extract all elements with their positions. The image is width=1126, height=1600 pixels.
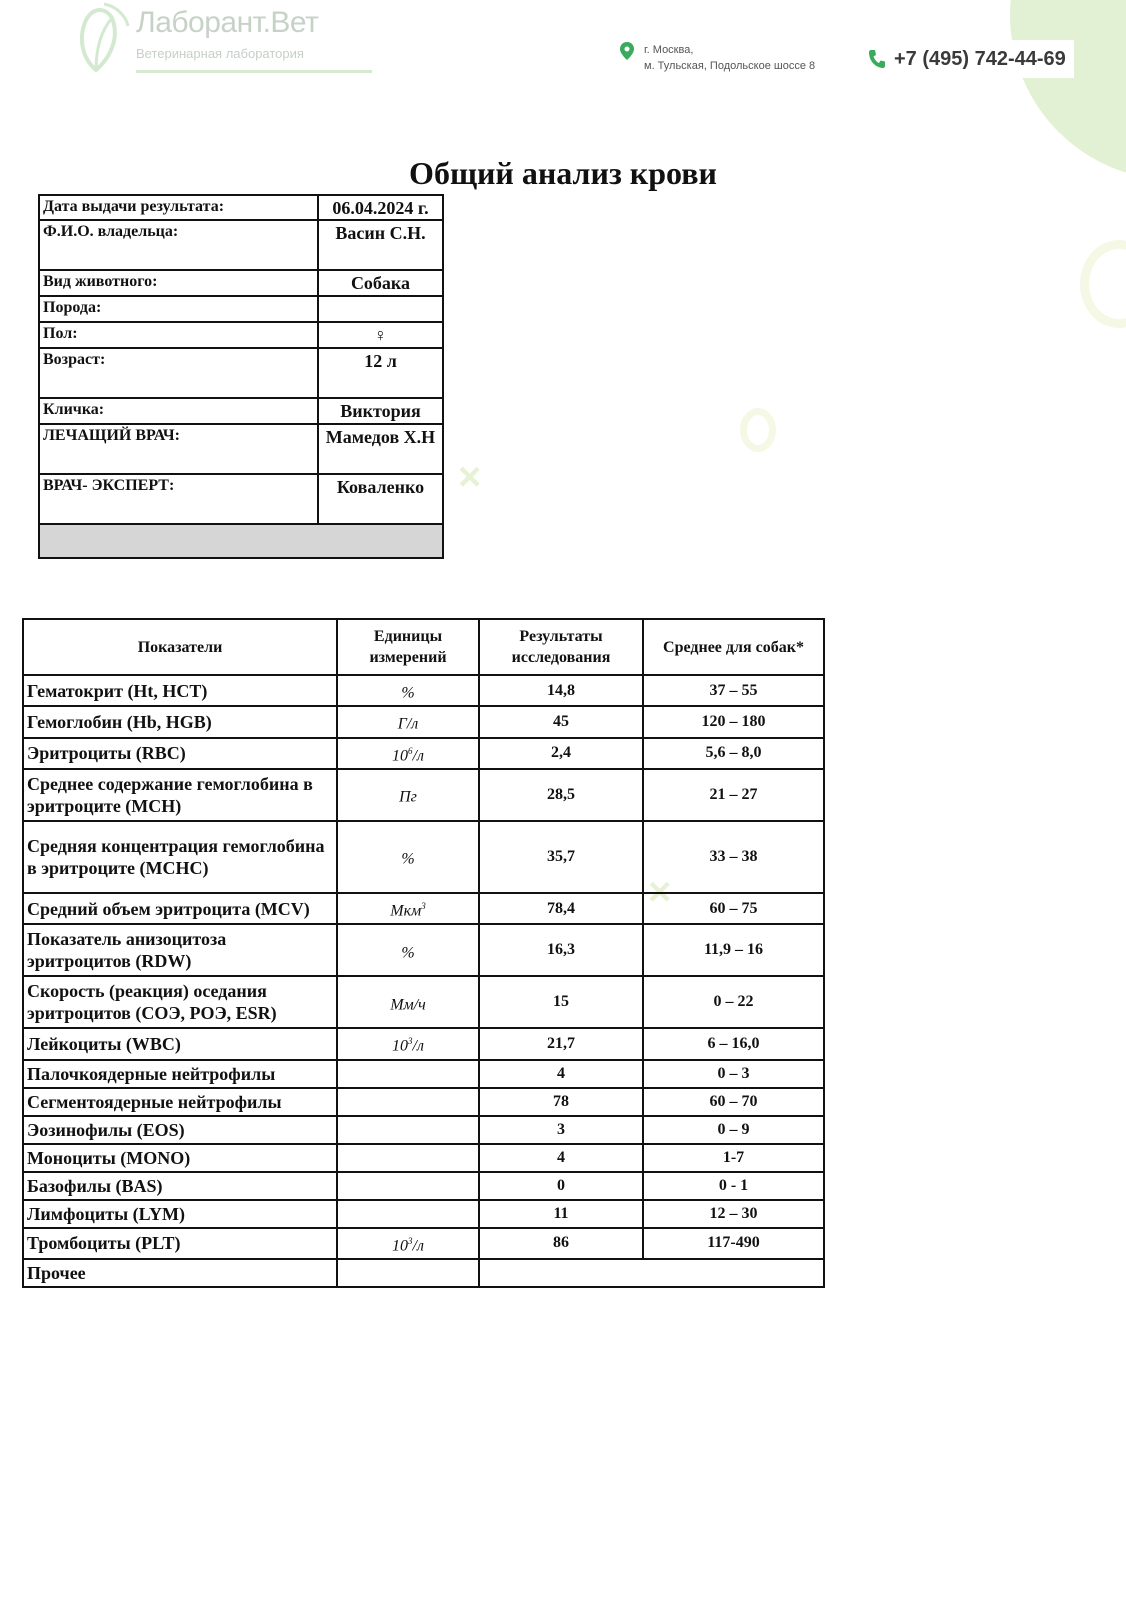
indicator-name: Прочее xyxy=(23,1259,337,1287)
result-row xyxy=(23,769,824,821)
reference-range: 0 – 9 xyxy=(643,1116,824,1144)
info-label: Вид животного: xyxy=(39,270,318,296)
result-value: 78,4 xyxy=(479,893,643,924)
indicator-unit xyxy=(337,1060,479,1088)
decorative-cross: × xyxy=(648,870,672,914)
result-row xyxy=(23,924,824,976)
reference-range: 33 – 38 xyxy=(643,821,824,893)
blood-results-table xyxy=(22,618,825,1288)
unit-base: % xyxy=(401,850,415,868)
indicator-unit xyxy=(337,675,479,706)
reference-range: 0 – 22 xyxy=(643,976,824,1028)
reference-range: 0 – 3 xyxy=(643,1060,824,1088)
indicator-unit xyxy=(337,1172,479,1200)
reference-range: 37 – 55 xyxy=(643,675,824,706)
indicator-unit xyxy=(337,893,479,924)
info-value xyxy=(318,296,443,322)
logo-leaf-icon xyxy=(76,2,132,74)
indicator-name: Лимфоциты (LYM) xyxy=(23,1200,337,1228)
info-value: 06.04.2024 г. xyxy=(318,195,443,220)
unit-exponent: 6 xyxy=(408,745,413,756)
indicator-unit xyxy=(337,769,479,821)
unit-exponent: 3 xyxy=(408,1235,413,1246)
indicator-unit xyxy=(337,1200,479,1228)
phone-block[interactable] xyxy=(860,40,1074,78)
result-row xyxy=(23,821,824,893)
info-row xyxy=(39,220,443,270)
indicator-unit xyxy=(337,1259,479,1287)
indicator-unit xyxy=(337,1088,479,1116)
result-row xyxy=(23,1060,824,1088)
result-value: 28,5 xyxy=(479,769,643,821)
indicator-unit xyxy=(337,1028,479,1059)
unit-base: Мкм xyxy=(390,902,422,920)
result-value: 16,3 xyxy=(479,924,643,976)
info-row xyxy=(39,348,443,398)
indicator-name: Среднее содержание гемоглобина в эритроците (MCH) xyxy=(23,769,337,821)
result-row xyxy=(23,1088,824,1116)
indicator-name: Палочкоядерные нейтрофилы xyxy=(23,1060,337,1088)
reference-range: 21 – 27 xyxy=(643,769,824,821)
location-pin-icon xyxy=(620,42,634,60)
reference-range: 60 – 75 xyxy=(643,893,824,924)
indicator-name: Средний объем эритроцита (MCV) xyxy=(23,893,337,924)
indicator-name: Показатель анизоцитоза эритроцитов (RDW) xyxy=(23,924,337,976)
unit-base: 10 xyxy=(392,1037,409,1055)
result-row xyxy=(23,738,824,769)
unit-suffix: /л xyxy=(412,746,424,764)
info-label: Дата выдачи результата: xyxy=(39,195,318,220)
result-row xyxy=(23,1144,824,1172)
info-value: Мамедов Х.Н xyxy=(318,424,443,474)
phone-number[interactable]: +7 (495) 742-44-69 xyxy=(894,47,1066,70)
info-label: Возраст: xyxy=(39,348,318,398)
indicator-unit xyxy=(337,738,479,769)
unit-base: % xyxy=(401,943,415,961)
indicator-name: Скорость (реакция) оседания эритроцитов (СОЭ, РОЭ, ESR) xyxy=(23,976,337,1028)
address-street: м. Тульская, Подольское шоссе 8 xyxy=(644,60,816,72)
column-header-norm: Среднее для собак* xyxy=(643,619,824,675)
other-notes-cell xyxy=(479,1259,824,1287)
reference-range: 117-490 xyxy=(643,1228,824,1259)
result-row xyxy=(23,1200,824,1228)
indicator-name: Базофилы (BAS) xyxy=(23,1172,337,1200)
reference-range: 12 – 30 xyxy=(643,1200,824,1228)
info-row xyxy=(39,398,443,424)
result-value: 78 xyxy=(479,1088,643,1116)
result-value: 14,8 xyxy=(479,675,643,706)
result-value: 2,4 xyxy=(479,738,643,769)
reference-range: 120 – 180 xyxy=(643,706,824,737)
reference-range: 5,6 – 8,0 xyxy=(643,738,824,769)
unit-base: 10 xyxy=(392,746,409,764)
reference-range: 11,9 – 16 xyxy=(643,924,824,976)
info-row xyxy=(39,424,443,474)
info-row xyxy=(39,474,443,524)
logo-name: Лаборант.Вет xyxy=(136,6,319,39)
result-row xyxy=(23,976,824,1028)
results-header-row xyxy=(23,619,824,675)
indicator-unit xyxy=(337,1116,479,1144)
info-row xyxy=(39,322,443,348)
unit-exponent: 3 xyxy=(421,900,426,911)
indicator-name: Эозинофилы (EOS) xyxy=(23,1116,337,1144)
result-row xyxy=(23,1116,824,1144)
info-label: Пол: xyxy=(39,322,318,348)
info-label: ВРАЧ- ЭКСПЕРТ: xyxy=(39,474,318,524)
indicator-name: Эритроциты (RBC) xyxy=(23,738,337,769)
indicator-name: Моноциты (MONO) xyxy=(23,1144,337,1172)
indicator-name: Гемоглобин (Hb, HGB) xyxy=(23,706,337,737)
info-value: Коваленко xyxy=(318,474,443,524)
indicator-unit xyxy=(337,821,479,893)
page-title: Общий анализ крови xyxy=(409,155,717,191)
indicator-name: Сегментоядерные нейтрофилы xyxy=(23,1088,337,1116)
indicator-unit xyxy=(337,1144,479,1172)
result-value: 0 xyxy=(479,1172,643,1200)
phone-icon xyxy=(868,49,886,69)
info-value: 12 л xyxy=(318,348,443,398)
unit-suffix: /л xyxy=(412,1236,424,1254)
info-value: Собака xyxy=(318,270,443,296)
result-value: 4 xyxy=(479,1060,643,1088)
info-value: Виктория xyxy=(318,398,443,424)
result-value: 21,7 xyxy=(479,1028,643,1059)
result-row xyxy=(23,675,824,706)
result-value: 35,7 xyxy=(479,821,643,893)
result-row xyxy=(23,706,824,737)
unit-base: Г/л xyxy=(397,715,419,733)
result-value: 4 xyxy=(479,1144,643,1172)
unit-suffix: /л xyxy=(412,1037,424,1055)
result-row xyxy=(23,1172,824,1200)
info-row xyxy=(39,296,443,322)
unit-base: Мм/ч xyxy=(390,995,426,1013)
result-row xyxy=(23,1028,824,1059)
result-row xyxy=(23,893,824,924)
column-header-indicator: Показатели xyxy=(23,619,337,675)
unit-base: % xyxy=(401,684,415,702)
unit-base: 10 xyxy=(392,1236,409,1254)
info-row xyxy=(39,195,443,220)
logo-subtitle: Ветеринарная лаборатория xyxy=(136,46,304,61)
unit-base: Пг xyxy=(399,788,417,806)
lab-logo[interactable] xyxy=(76,2,319,74)
reference-range: 0 - 1 xyxy=(643,1172,824,1200)
info-label: Ф.И.О. владельца: xyxy=(39,220,318,270)
result-value: 11 xyxy=(479,1200,643,1228)
info-footer-cell xyxy=(39,524,443,558)
result-value: 45 xyxy=(479,706,643,737)
indicator-name: Тромбоциты (PLT) xyxy=(23,1228,337,1259)
info-footer-row xyxy=(39,524,443,558)
indicator-unit xyxy=(337,1228,479,1259)
result-value: 15 xyxy=(479,976,643,1028)
reference-range: 6 – 16,0 xyxy=(643,1028,824,1059)
result-row-other xyxy=(23,1259,824,1287)
info-label: Кличка: xyxy=(39,398,318,424)
logo-underline xyxy=(136,70,372,73)
decorative-ring xyxy=(1080,240,1126,328)
unit-exponent: 3 xyxy=(408,1036,413,1047)
result-value: 3 xyxy=(479,1116,643,1144)
decorative-cross: × xyxy=(458,455,482,499)
info-value: Васин С.Н. xyxy=(318,220,443,270)
decorative-green-circle xyxy=(1010,0,1126,180)
indicator-unit xyxy=(337,924,479,976)
patient-info-table xyxy=(38,194,444,559)
column-header-unit: Единицы измерений xyxy=(337,619,479,675)
info-row xyxy=(39,270,443,296)
result-row xyxy=(23,1228,824,1259)
info-label: Порода: xyxy=(39,296,318,322)
info-label: ЛЕЧАЩИЙ ВРАЧ: xyxy=(39,424,318,474)
indicator-name: Лейкоциты (WBC) xyxy=(23,1028,337,1059)
result-value: 86 xyxy=(479,1228,643,1259)
reference-range: 60 – 70 xyxy=(643,1088,824,1116)
decorative-ring xyxy=(740,408,776,452)
indicator-name: Гематокрит (Ht, HCT) xyxy=(23,675,337,706)
indicator-unit xyxy=(337,976,479,1028)
reference-range: 1-7 xyxy=(643,1144,824,1172)
address-city: г. Москва, xyxy=(644,44,694,56)
info-value: ♀ xyxy=(318,322,443,348)
indicator-unit xyxy=(337,706,479,737)
column-header-result: Результаты исследования xyxy=(479,619,643,675)
indicator-name: Средняя концентрация гемоглобина в эритроците (MCHC) xyxy=(23,821,337,893)
